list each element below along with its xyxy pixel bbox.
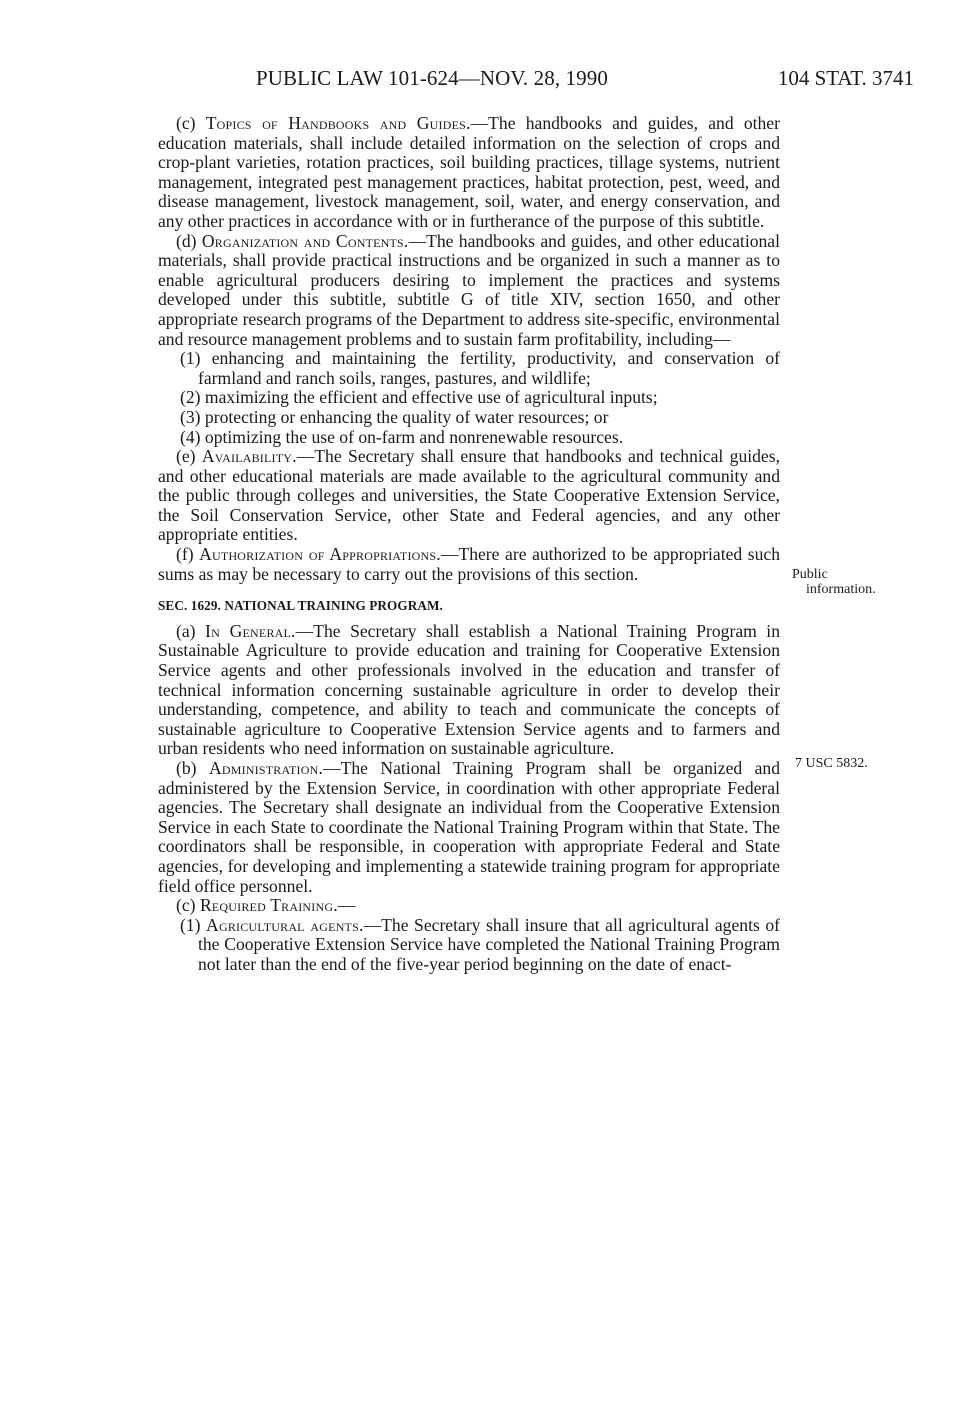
- paragraph-b-administration: [158, 759, 780, 896]
- subsection-heading: Authorization of Appropriations.: [199, 544, 441, 565]
- subsection-label: (d): [176, 230, 197, 251]
- list-item: (2) maximizing the efficient and effective use of agricultural inputs;: [180, 387, 658, 408]
- list-item: (4) optimizing the use of on-farm and nonrenewable resources.: [180, 426, 624, 447]
- margin-note-line: Public: [792, 567, 828, 582]
- list-item: (1) enhancing and maintaining the fertility, productivity, and conservation of farmland and ranch soils, ranges, pastures, and wildlife;: [180, 348, 780, 388]
- subsection-heading: In General.: [205, 620, 296, 641]
- subsection-heading: Availability.: [201, 446, 297, 467]
- subsection-label: (1): [180, 914, 201, 935]
- margin-note-public-information: [792, 567, 876, 597]
- paragraph-text: —The National Training Program shall be organized and administered by the Extension Service, in coordination with other appropriate Federal agencies. The Secretary shall designate an individual from the Cooperative Extension Service in each State to coordinate the National Training Program within that State. The coordinators shall be responsible, in cooperation with appropriate Federal and State agencies, for developing and implementing a statewide training program for appropriate field office personnel.: [158, 758, 780, 896]
- paragraph-c1-agricultural-agents: [158, 916, 780, 975]
- paragraph-text: —The Secretary shall insure that all agricultural agents of the Cooperative Extension Service have completed the National Training Program not later than the end of the five-year period beginning on the date of enact-: [198, 914, 780, 974]
- paragraph-text: —The handbooks and guides, and other education materials, shall include detailed information on the selection of crops and crop-plant varieties, rotation practices, soil building practices, tillage systems, nutrient management, integrated pest management practices, habitat protection, pest, weed, and disease management, livestock management, soil, water, and energy conservation, and any other practices in accordance with or in furtherance of the purpose of this subtitle.: [158, 113, 780, 231]
- subsection-label: (c): [176, 113, 196, 133]
- subsection-label: (e): [176, 446, 196, 467]
- paragraph-text: —The Secretary shall ensure that handbooks and technical guides, and other educational materials are made available to the agricultural community and the public through colleges and universities, the State Cooperative Extension Service, the Soil Conservation Service, other State and Federal agencies, and any other appropriate entities.: [158, 446, 780, 545]
- paragraph-d-organization: [158, 232, 780, 350]
- paragraph-c-required-training: [158, 896, 780, 916]
- paragraph-text: —The Secretary shall establish a National Training Program in Sustainable Agriculture to provide education and training for Cooperative Extension Service agents and other professionals involved in the education and transfer of technical information concerning sustainable agriculture in order to develop their understanding, competence, and ability to teach and communicate the concepts of sustainable agriculture to Cooperative Extension Service agents and to farmers and urban residents who need information on sustainable agriculture.: [158, 620, 780, 759]
- paragraph-f-authorization: [158, 545, 780, 584]
- paragraph-text: —There are authorized to be appropriated such sums as may be necessary to carry out the provisions of this section.: [158, 544, 780, 584]
- page-stat-number: 104 STAT. 3741: [777, 66, 914, 90]
- list-item: (3) protecting or enhancing the quality of water resources; or: [180, 406, 609, 427]
- section-heading-1629: SEC. 1629. NATIONAL TRAINING PROGRAM.: [158, 598, 443, 614]
- running-header-title: PUBLIC LAW 101-624—NOV. 28, 1990: [256, 66, 608, 90]
- subsection-label: (c): [176, 895, 196, 916]
- subsection-heading: Agricultural agents.: [206, 914, 364, 935]
- subsection-heading: Administration.: [208, 758, 324, 778]
- subsection-heading: Required Training.: [199, 895, 338, 916]
- subsection-heading: Organization and Contents.: [201, 230, 409, 251]
- paragraph-text: —The handbooks and guides, and other educational materials, shall provide practical instructions and be organized in such a manner as to enable agricultural producers desiring to implement the practices and systems developed under this subtitle, subtitle G of title XIV, section 1650, and other appropriate research programs of the Department to address site-specific, environmental and resource management problems and to sustain farm profitability, including—: [158, 230, 780, 349]
- body-text-column: [158, 114, 780, 975]
- paragraph-a-in-general: [158, 622, 780, 759]
- subsection-heading: Topics of Handbooks and Guides.: [205, 113, 471, 133]
- margin-note-usc-citation: 7 USC 5832.: [795, 756, 868, 771]
- paragraph-c-topics: [158, 114, 780, 232]
- subsection-label: (f): [176, 544, 194, 565]
- subsection-label: (a): [176, 620, 196, 641]
- margin-note-line: information.: [806, 582, 876, 597]
- subsection-label: (b): [176, 758, 197, 778]
- paragraph-text: —: [337, 895, 356, 916]
- paragraph-e-availability: [158, 447, 780, 545]
